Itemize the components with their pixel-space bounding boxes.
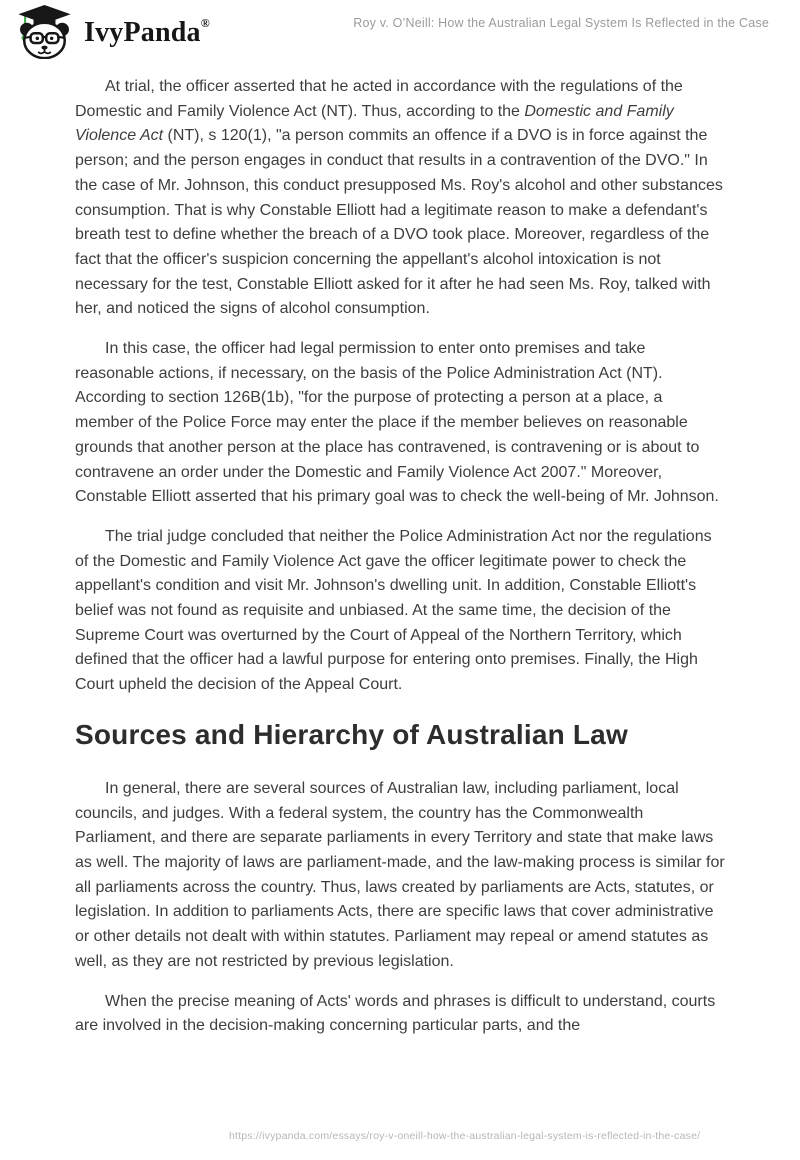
source-url: https://ivypanda.com/essays/roy-v-oneill-how-the-australian-legal-system-is-reflected-in-the-case/	[229, 1130, 701, 1142]
brand-name: IvyPanda®	[84, 16, 210, 48]
paragraph: The trial judge concluded that neither the Police Administration Act nor the regulations of the Domestic and Family Violence Act gave the officer legitimate power to check the appellant's condition and visit Mr. Johnson's dwelling unit. In addition, Constable Elliott's belief was not found as requisite and unbiased. At the same time, the decision of the Supreme Court was overturned by the Court of Appeal of the Northern Territory, which defined that the officer had a lawful purpose for entering onto premises. Finally, the High Court upheld the decision of the Appeal Court.	[75, 527, 712, 694]
section-heading: Sources and Hierarchy of Australian Law	[75, 718, 628, 750]
paragraph: When the precise meaning of Acts' words and phrases is difficult to understand, courts are involved in the decision-making concerning particular parts, and the	[75, 992, 716, 1035]
paragraph: At trial, the officer asserted that he acted in accordance with the regulations of the Domestic and Family Violence Act (NT). Thus, according to the Domestic and Family Violence Act (NT), s 120(1), "a person commits an offence if a DVO is in force against the person; and the person engages in conduct that results in a contravention of the DVO." In the case of Mr. Johnson, this conduct presupposed Ms. Roy's alcohol and other substances consumption. That is why Constable Elliott had a legitimate reason to make a defendant's breath test to define whether the breach of a DVO took place. Moreover, regardless of the fact that the officer's suspicion concerning the appellant's alcohol intoxication is not necessary for the test, Constable Elliott asked for it after he had seen Ms. Roy, talked with her, and noticed the signs of alcohol consumption.	[75, 78, 723, 318]
paragraph: In general, there are several sources of Australian law, including parliament, local councils, and judges. With a federal system, the country has the Commonwealth Parliament, and there are separate parliaments in every Territory and state that make laws as well. The majority of laws are parliament-made, and the law-making process is similar for all parliaments across the country. Thus, laws created by parliaments are Acts, statutes, or legislation. In addition to parliaments Acts, there are specific laws that cover administrative or other details not dealt with within statutes. Parliament may repeal or amend statutes as well, as they are not restricted by previous legislation.	[75, 779, 725, 970]
panda-graduate-icon	[14, 5, 75, 59]
registered-trademark: ®	[200, 16, 210, 30]
article-content	[75, 75, 725, 1039]
paragraph: In this case, the officer had legal permission to enter onto premises and take reasonable actions, if necessary, on the basis of the Police Administration Act (NT). According to section 126B(1b), "for the purpose of protecting a person at a place, a member of the Police Force may enter the place if the member believes on reasonable grounds that another person at the place has contravened, is contravening or is about to contravene an order under the Domestic and Family Violence Act 2007." Moreover, Constable Elliott asserted that his primary goal was to check the well-being of Mr. Johnson.	[75, 340, 719, 506]
document-title: Roy v. O’Neill: How the Australian Legal System Is Reflected in the Case	[353, 16, 769, 30]
essay-body	[75, 0, 725, 1054]
